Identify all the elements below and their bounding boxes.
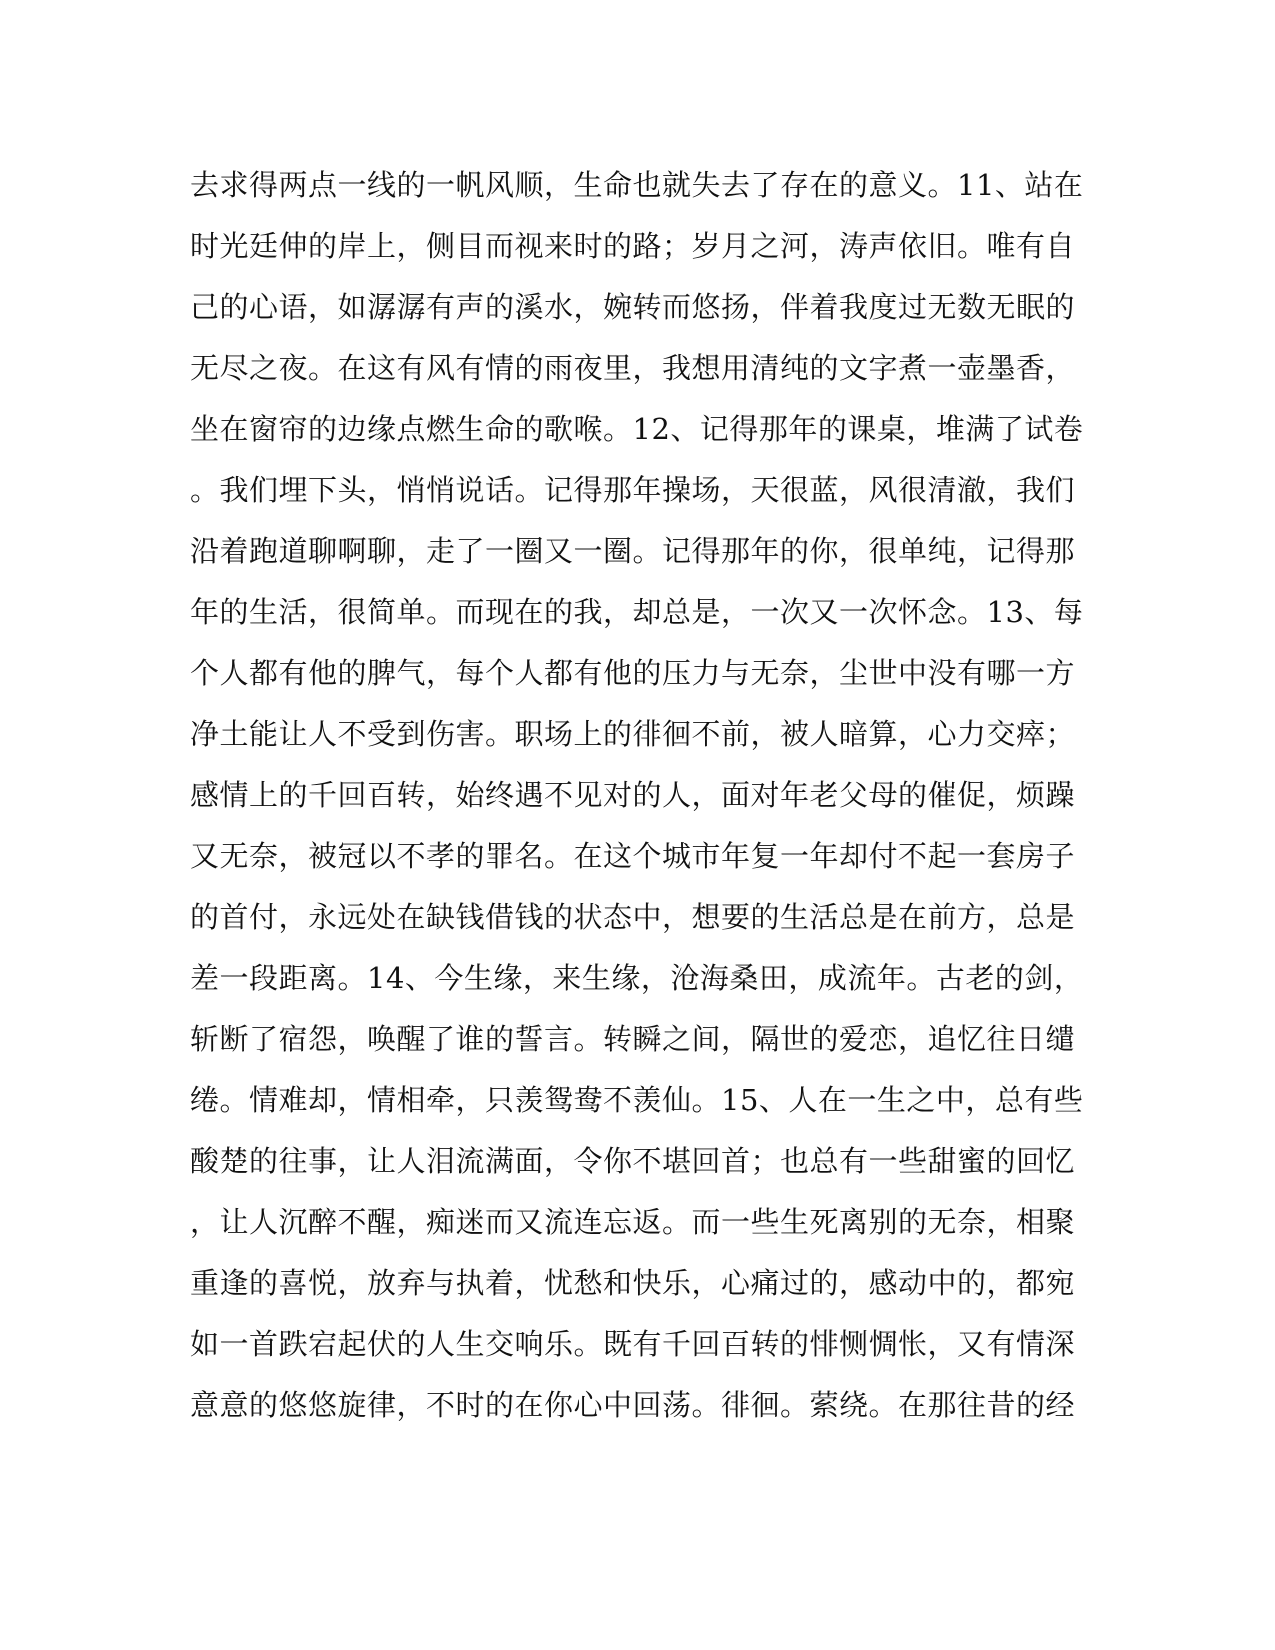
text-line: 时光廷伸的岸上，侧目而视来时的路；岁月之河，涛声依旧。唯有自	[190, 229, 1076, 263]
text-line: 个人都有他的脾气，每个人都有他的压力与无奈，尘世中没有哪一方	[190, 656, 1076, 690]
text-line: 如一首跌宕起伏的人生交响乐。既有千回百转的悱恻惆怅，又有情深	[190, 1327, 1076, 1361]
text-line: 的首付，永远处在缺钱借钱的状态中，想要的生活总是在前方，总是	[190, 900, 1076, 934]
body-text	[190, 166, 1084, 1447]
text-line: 感情上的千回百转，始终遇不见对的人，面对年老父母的催促，烦躁	[190, 778, 1076, 812]
text-line: 又无奈，被冠以不孝的罪名。在这个城市年复一年却付不起一套房子	[190, 839, 1076, 873]
text-line: 己的心语，如潺潺有声的溪水，婉转而悠扬，伴着我度过无数无眠的	[190, 290, 1076, 324]
text-line: 重逢的喜悦，放弃与执着，忧愁和快乐，心痛过的，感动中的，都宛	[190, 1266, 1076, 1300]
text-line: 去求得两点一线的一帆风顺，生命也就失去了存在的意义。11、站在	[190, 168, 1084, 202]
text-line: 差一段距离。14、今生缘，来生缘，沧海桑田，成流年。古老的剑，	[190, 961, 1084, 995]
text-line: 坐在窗帘的边缘点燃生命的歌喉。12、记得那年的课桌，堆满了试卷	[190, 412, 1084, 446]
text-line: 斩断了宿怨，唤醒了谁的誓言。转瞬之间，隔世的爱恋，追忆往日缱	[190, 1022, 1076, 1056]
text-line: ，让人沉醉不醒，痴迷而又流连忘返。而一些生死离别的无奈，相聚	[190, 1205, 1076, 1239]
text-line: 绻。情难却，情相牵，只羡鸳鸯不羡仙。15、人在一生之中，总有些	[190, 1083, 1084, 1117]
text-line: 意意的悠悠旋律，不时的在你心中回荡。徘徊。萦绕。在那往昔的经	[190, 1388, 1076, 1422]
text-line: 。我们埋下头，悄悄说话。记得那年操场，天很蓝，风很清澈，我们	[190, 473, 1076, 507]
text-line: 年的生活，很简单。而现在的我，却总是，一次又一次怀念。13、每	[190, 595, 1084, 629]
text-line: 净土能让人不受到伤害。职场上的徘徊不前，被人暗算，心力交瘁；	[190, 717, 1076, 751]
text-line: 无尽之夜。在这有风有情的雨夜里，我想用清纯的文字煮一壶墨香，	[190, 351, 1076, 385]
text-line: 酸楚的往事，让人泪流满面，令你不堪回首；也总有一些甜蜜的回忆	[190, 1144, 1076, 1178]
text-line: 沿着跑道聊啊聊，走了一圈又一圈。记得那年的你，很单纯，记得那	[190, 534, 1076, 568]
